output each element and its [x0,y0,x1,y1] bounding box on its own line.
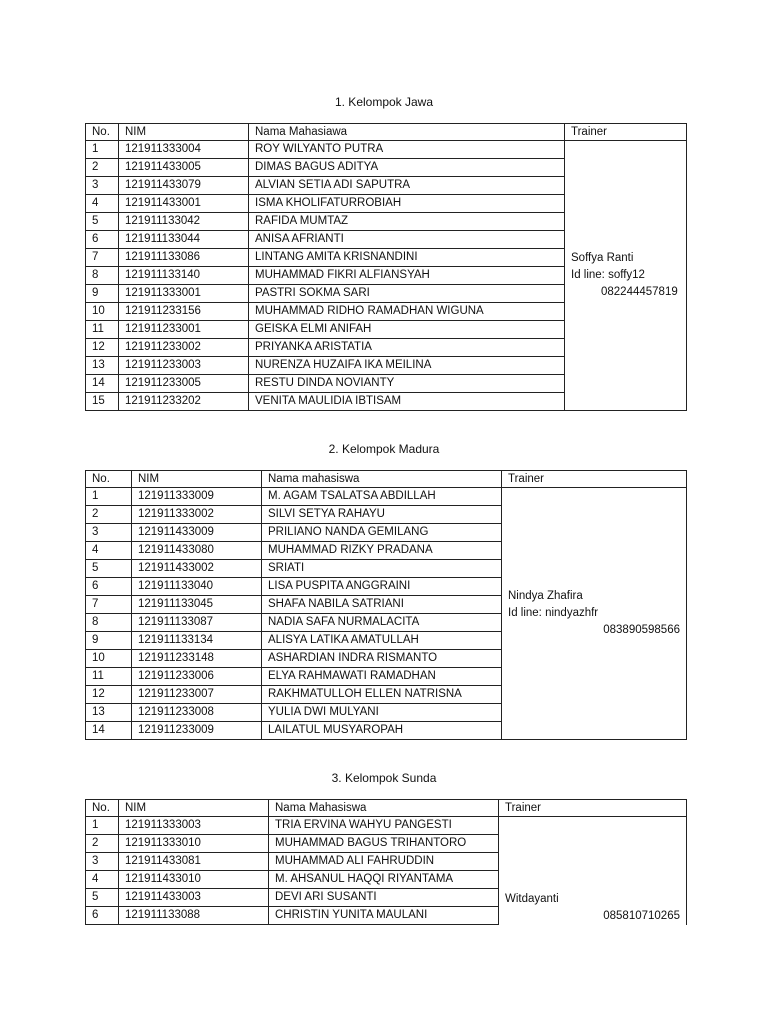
header-nim: NIM [119,124,249,141]
cell-no: 12 [86,686,132,704]
cell-nama: CHRISTIN YUNITA MAULANI [269,907,499,925]
cell-nim: 121911233008 [132,704,262,722]
cell-nama: M. AGAM TSALATSA ABDILLAH [262,488,502,506]
cell-nim: 121911433001 [119,195,249,213]
cell-no: 3 [86,177,119,195]
table-header-row [86,124,687,141]
cell-nama: NADIA SAFA NURMALACITA [262,614,502,632]
cell-nama: SILVI SETYA RAHAYU [262,506,502,524]
cell-no: 1 [86,817,119,835]
cell-nim: 121911133134 [132,632,262,650]
cell-no: 8 [86,267,119,285]
trainer-name: Nindya Zhafira [508,590,583,602]
cell-nama: ELYA RAHMAWATI RAMADHAN [262,668,502,686]
cell-nim: 121911333002 [132,506,262,524]
cell-nim: 121911233156 [119,303,249,321]
header-no: No. [86,471,132,488]
cell-no: 2 [86,506,132,524]
cell-no: 15 [86,393,119,411]
cell-nama: MUHAMMAD FIKRI ALFIANSYAH [249,267,565,285]
cell-nama: ANISA AFRIANTI [249,231,565,249]
table-header-row [86,800,687,817]
cell-no: 2 [86,159,119,177]
cell-no: 6 [86,907,119,925]
cell-no: 4 [86,195,119,213]
cell-nama: TRIA ERVINA WAHYU PANGESTI [269,817,499,835]
header-trainer: Trainer [565,124,687,141]
cell-no: 7 [86,596,132,614]
trainer-name: Witdayanti [505,892,559,905]
cell-no: 5 [86,213,119,231]
table-header-row [86,471,687,488]
table-row [86,817,687,835]
cell-no: 1 [86,141,119,159]
cell-nama: RAKHMATULLOH ELLEN NATRISNA [262,686,502,704]
cell-nama: PASTRI SOKMA SARI [249,285,565,303]
trainer-name: Soffya Ranti [571,252,634,264]
cell-nim: 121911133087 [132,614,262,632]
cell-nama: DIMAS BAGUS ADITYA [249,159,565,177]
cell-nama: SHAFA NABILA SATRIANI [262,596,502,614]
cell-no: 11 [86,321,119,339]
cell-nim: 121911433081 [119,853,269,871]
group-2-heading: 2. Kelompok Madura [328,442,440,456]
cell-nama: VENITA MAULIDIA IBTISAM [249,393,565,411]
cell-nama: M. AHSANUL HAQQI RIYANTAMA [269,871,499,889]
header-trainer: Trainer [499,800,687,817]
trainer-phone: 085810710265 [603,909,680,922]
cell-nama: ASHARDIAN INDRA RISMANTO [262,650,502,668]
cell-no: 2 [86,835,119,853]
header-nim: NIM [119,800,269,817]
cell-no: 13 [86,704,132,722]
cell-no: 3 [86,853,119,871]
header-nama: Nama Mahasiswa [269,800,499,817]
cell-nama: PRILIANO NANDA GEMILANG [262,524,502,542]
group-3-heading: 3. Kelompok Sunda [331,771,437,785]
group-1-table [85,123,687,411]
cell-nim: 121911233005 [119,375,249,393]
cell-nim: 121911133042 [119,213,249,231]
trainer-cell [565,141,687,411]
cell-nama: MUHAMMAD ALI FAHRUDDIN [269,853,499,871]
cell-nama: ALISYA LATIKA AMATULLAH [262,632,502,650]
cell-nama: GEISKA ELMI ANIFAH [249,321,565,339]
header-nama: Nama mahasiswa [262,471,502,488]
header-trainer: Trainer [502,471,687,488]
cell-nim: 121911433080 [132,542,262,560]
trainer-phone: 082244457819 [601,286,678,298]
cell-nama: ISMA KHOLIFATURROBIAH [249,195,565,213]
cell-nim: 121911333004 [119,141,249,159]
cell-no: 8 [86,614,132,632]
cell-nama: MUHAMMAD RIZKY PRADANA [262,542,502,560]
cell-nama: PRIYANKA ARISTATIA [249,339,565,357]
trainer-line: Id line: soffy12 [571,269,645,281]
header-no: No. [86,124,119,141]
cell-nim: 121911233009 [132,722,262,740]
cell-no: 11 [86,668,132,686]
cell-no: 4 [86,542,132,560]
header-no: No. [86,800,119,817]
table-row [86,141,687,159]
trainer-cell [502,488,687,740]
cell-nim: 121911233202 [119,393,249,411]
cell-nim: 121911233006 [132,668,262,686]
cell-nim: 121911233007 [132,686,262,704]
cell-nim: 121911233002 [119,339,249,357]
cell-nim: 121911133086 [119,249,249,267]
cell-no: 1 [86,488,132,506]
cell-no: 6 [86,578,132,596]
cell-no: 14 [86,722,132,740]
cell-no: 4 [86,871,119,889]
cell-no: 7 [86,249,119,267]
cell-no: 13 [86,357,119,375]
trainer-phone: 083890598566 [603,624,680,636]
cell-nim: 121911133140 [119,267,249,285]
cell-nama: ALVIAN SETIA ADI SAPUTRA [249,177,565,195]
cell-nim: 121911433010 [119,871,269,889]
cell-no: 10 [86,650,132,668]
cell-no: 12 [86,339,119,357]
trainer-line: Id line: nindyazhfr [508,607,599,619]
group-3-table [85,799,687,925]
cell-nim: 121911433002 [132,560,262,578]
cell-no: 5 [86,889,119,907]
cell-nim: 121911333009 [132,488,262,506]
cell-nama: MUHAMMAD RIDHO RAMADHAN WIGUNA [249,303,565,321]
cell-nim: 121911133088 [119,907,269,925]
table-row [86,488,687,506]
cell-no: 3 [86,524,132,542]
cell-nama: LISA PUSPITA ANGGRAINI [262,578,502,596]
cell-nama: RAFIDA MUMTAZ [249,213,565,231]
cell-nama: DEVI ARI SUSANTI [269,889,499,907]
cell-nim: 121911433079 [119,177,249,195]
cell-nim: 121911233001 [119,321,249,339]
cell-no: 9 [86,285,119,303]
cell-nim: 121911133040 [132,578,262,596]
cell-nama: LAILATUL MUSYAROPAH [262,722,502,740]
trainer-cell [499,817,687,925]
cell-no: 9 [86,632,132,650]
cell-nama: SRIATI [262,560,502,578]
cell-nim: 121911433009 [132,524,262,542]
cell-nama: LINTANG AMITA KRISNANDINI [249,249,565,267]
cell-no: 14 [86,375,119,393]
cell-nim: 121911233003 [119,357,249,375]
cell-nim: 121911433005 [119,159,249,177]
cell-nim: 121911333010 [119,835,269,853]
cell-nim: 121911433003 [119,889,269,907]
cell-no: 5 [86,560,132,578]
header-nama: Nama Mahasiawa [249,124,565,141]
cell-no: 10 [86,303,119,321]
cell-nim: 121911333003 [119,817,269,835]
header-nim: NIM [132,471,262,488]
cell-nama: RESTU DINDA NOVIANTY [249,375,565,393]
cell-no: 6 [86,231,119,249]
cell-nim: 121911333001 [119,285,249,303]
cell-nama: MUHAMMAD BAGUS TRIHANTORO [269,835,499,853]
cell-nim: 121911133045 [132,596,262,614]
cell-nama: ROY WILYANTO PUTRA [249,141,565,159]
cell-nim: 121911233148 [132,650,262,668]
cell-nama: YULIA DWI MULYANI [262,704,502,722]
cell-nama: NURENZA HUZAIFA IKA MEILINA [249,357,565,375]
group-2-table [85,470,687,740]
group-1-heading: 1. Kelompok Jawa [334,95,434,109]
cell-nim: 121911133044 [119,231,249,249]
